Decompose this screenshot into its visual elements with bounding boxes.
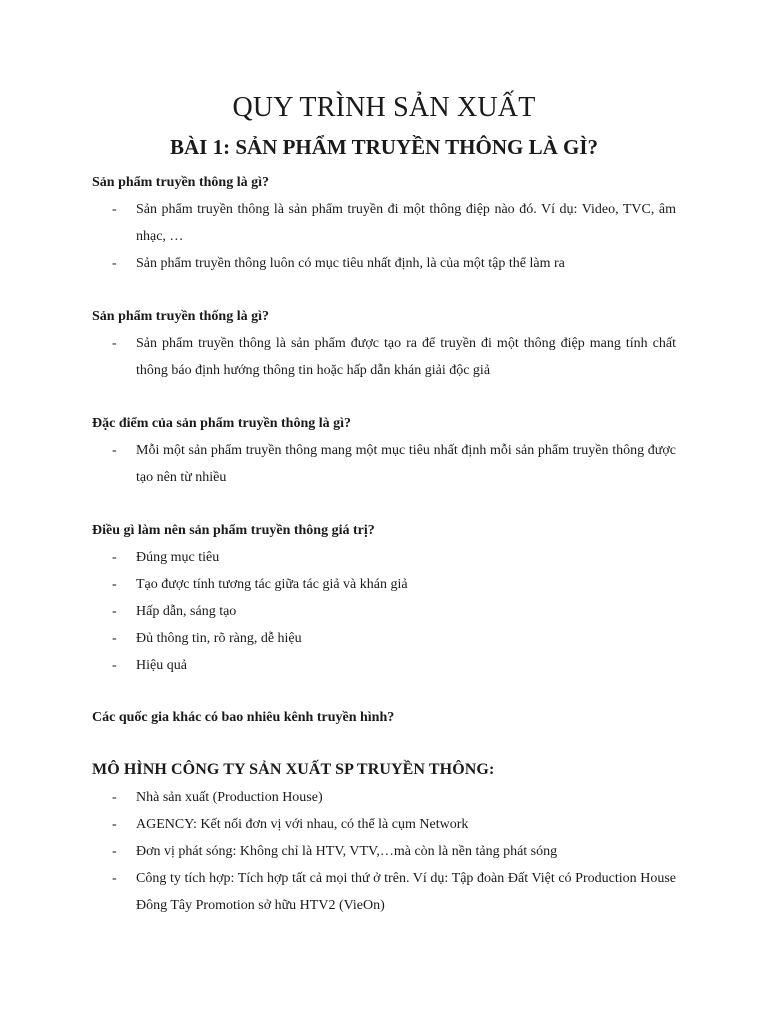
list-item [92,784,676,811]
bullet-dash: - [112,336,117,351]
bullet-dash: - [112,256,117,271]
list-item-text: Công ty tích hợp: Tích hợp tất cả mọi thứ ở trên. Ví dụ: Tập đoàn Đất Việt có Production House Đông Tây Promotion sở hữu HTV2 (VieOn) [136,871,676,913]
bullet-list [92,196,676,277]
question-heading: Đặc điểm của sản phẩm truyền thông là gì? [92,416,352,431]
section-characteristics [92,411,676,491]
section-tv-channels-question [92,705,676,731]
document-title: QUY TRÌNH SẢN XUẤT [232,92,536,123]
list-item-text: Sản phẩm truyền thông là sản phẩm được tạo ra để truyền đi một thông điệp mang tính chất thông báo định hướng thông tin hoặc hấp dẫn khán giải độc giả [136,336,676,378]
list-item [92,625,676,652]
bullet-list [92,784,676,919]
list-item-text: Đúng mục tiêu [136,550,220,565]
bullet-dash: - [112,202,117,217]
section-company-model [92,756,676,919]
list-item-text: Đơn vị phát sóng: Không chỉ là HTV, VTV,…mà còn là nền tảng phát sóng [136,844,558,859]
bullet-dash: - [112,790,117,805]
bullet-list [92,437,676,491]
question-heading: Các quốc gia khác có bao nhiêu kênh truyền hình? [92,710,395,725]
bullet-dash: - [112,443,117,458]
bullet-dash: - [112,631,117,646]
bullet-list [92,544,676,679]
list-item-text: AGENCY: Kết nối đơn vị với nhau, có thể là cụm Network [136,817,469,832]
list-item-text: Sản phẩm truyền thông là sản phẩm truyền đi một thông điệp nào đó. Ví dụ: Video, TVC, âm nhạc, … [136,202,676,244]
list-item [92,437,676,491]
list-item-text: Tạo được tính tương tác giữa tác giả và khán giả [136,577,408,592]
question-heading: Điều gì làm nên sản phẩm truyền thông giá trị? [92,523,375,538]
list-item [92,571,676,598]
list-item [92,544,676,571]
question-heading: Sản phẩm truyền thống là gì? [92,309,269,324]
bullet-dash: - [112,817,117,832]
bullet-dash: - [112,658,117,673]
section-value-factors [92,518,676,679]
list-item-text: Sản phẩm truyền thông luôn có mục tiêu nhất định, là của một tập thể làm ra [136,256,565,271]
lesson-title: BÀI 1: SẢN PHẨM TRUYỀN THÔNG LÀ GÌ? [169,135,599,159]
list-item [92,330,676,384]
list-item [92,250,676,277]
bullet-dash: - [112,604,117,619]
list-item [92,652,676,679]
bullet-dash: - [112,577,117,592]
question-heading: Sản phẩm truyền thông là gì? [92,175,269,190]
bullet-dash: - [112,871,117,886]
list-item [92,196,676,250]
section-what-is-traditional-product [92,304,676,384]
bullet-dash: - [112,844,117,859]
section-what-is-media-product [92,170,676,277]
bullet-dash: - [112,550,117,565]
list-item [92,838,676,865]
list-item-text: Đủ thông tin, rõ ràng, dễ hiệu [136,631,302,646]
list-item-text: Hấp dẫn, sáng tạo [136,604,237,619]
bullet-list [92,330,676,384]
list-item [92,598,676,625]
list-item [92,865,676,919]
model-heading: MÔ HÌNH CÔNG TY SẢN XUẤT SP TRUYỀN THÔNG: [92,761,495,778]
list-item [92,811,676,838]
list-item-text: Mỗi một sản phẩm truyền thông mang một mục tiêu nhất định mỗi sản phẩm truyền thông được tạo nên từ nhiều [136,443,676,485]
list-item-text: Hiệu quả [136,658,187,673]
list-item-text: Nhà sản xuất (Production House) [136,790,323,805]
